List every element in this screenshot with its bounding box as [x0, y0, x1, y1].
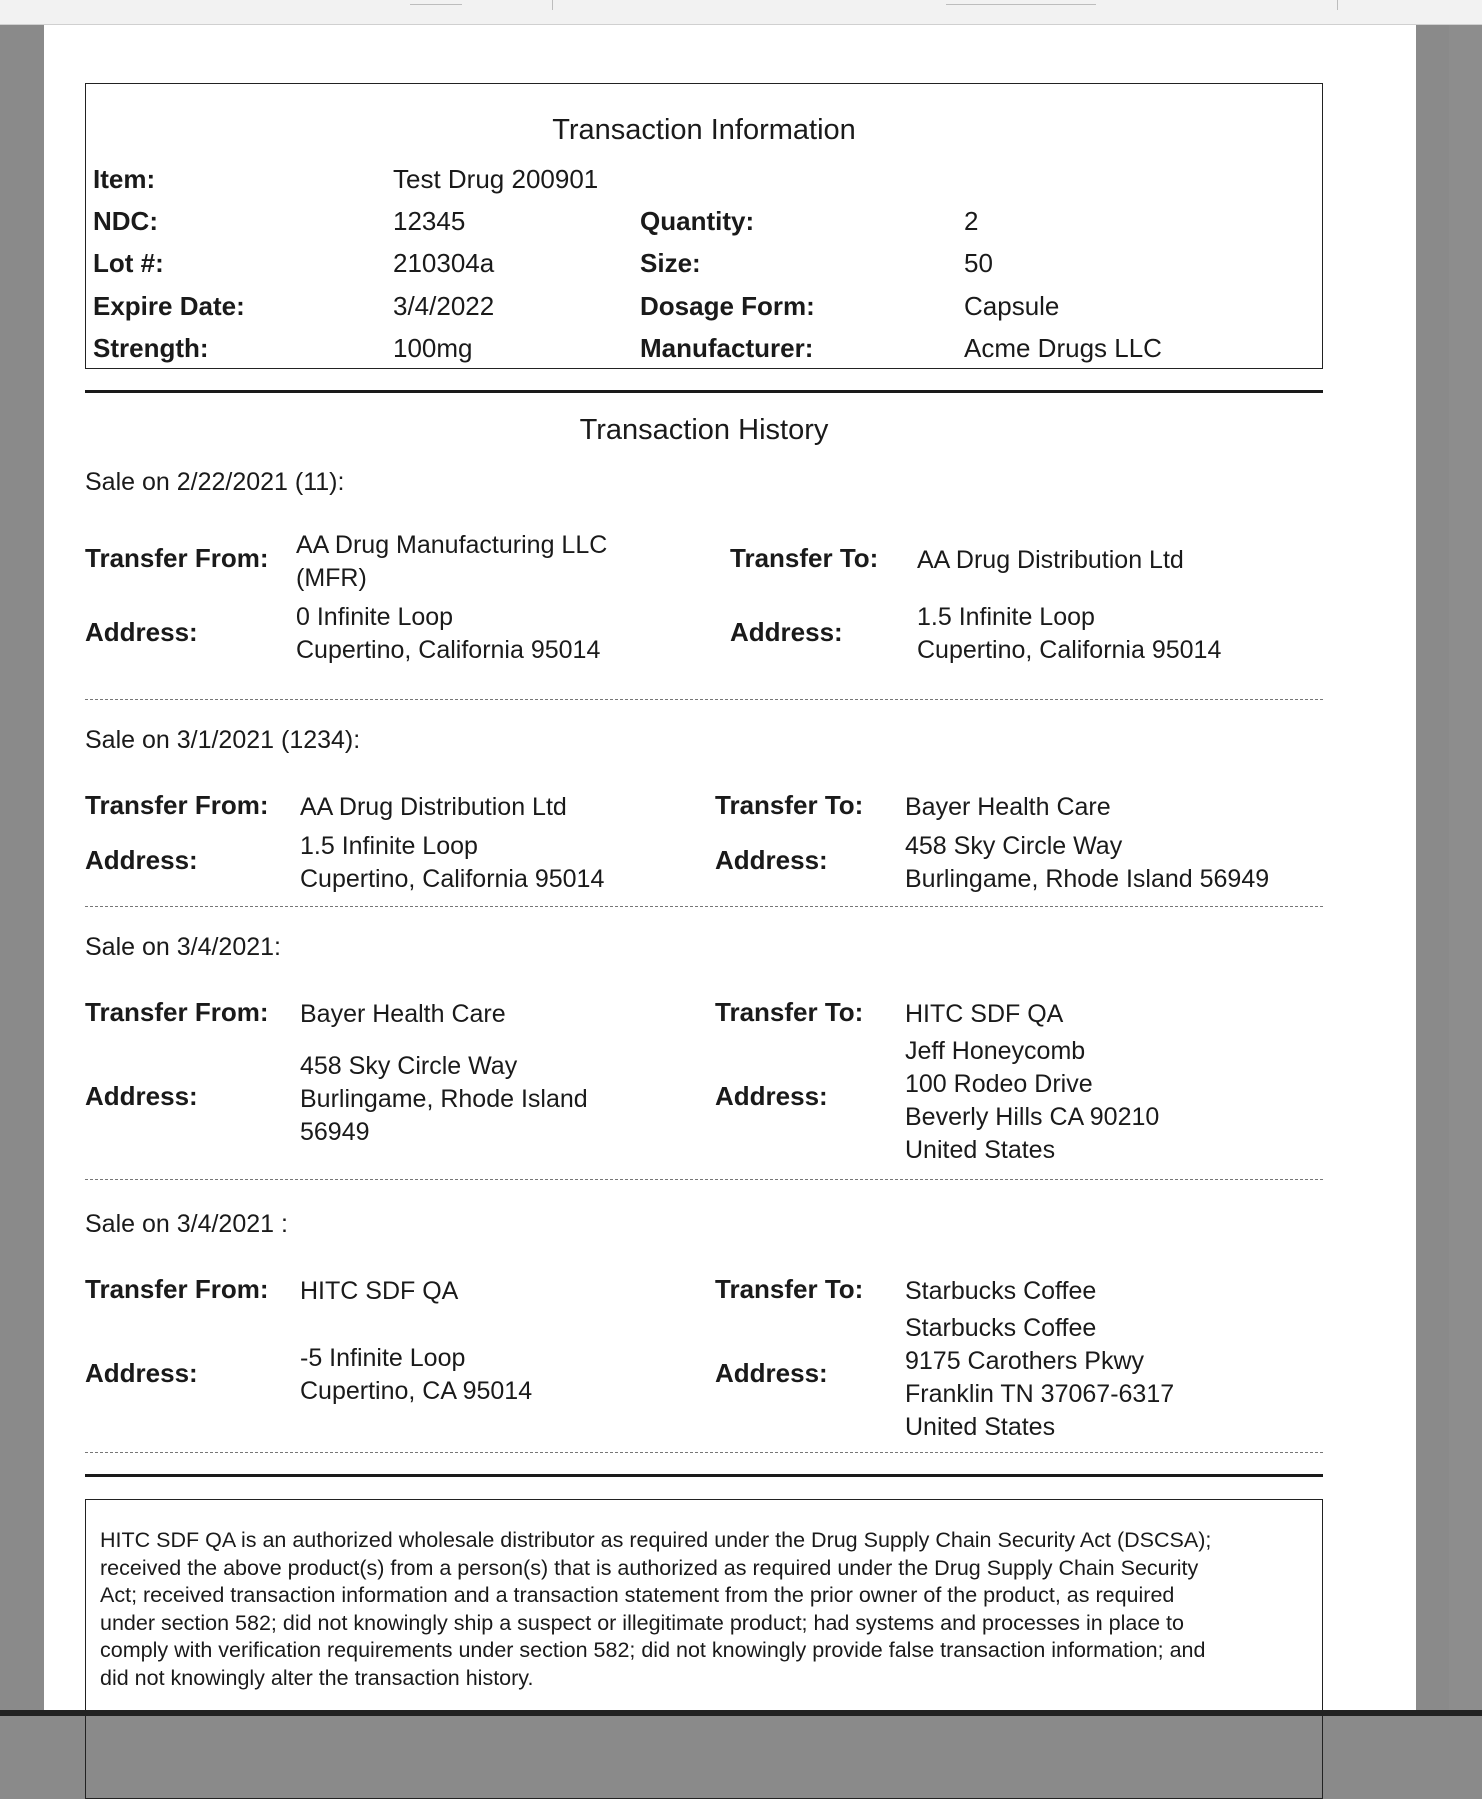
address-line: Cupertino, California 95014	[300, 865, 605, 893]
size-label: Size:	[640, 248, 701, 278]
address-line: 9175 Carothers Pkwy	[905, 1347, 1145, 1375]
statement-line: under section 582; did not knowingly ship a suspect or illegitimate product; had systems and processes in place to	[100, 1610, 1184, 1635]
sale-heading: Sale on 2/22/2021 (11):	[85, 468, 345, 496]
sale-entry	[85, 447, 1323, 700]
expire-date-label: Expire Date:	[93, 291, 245, 321]
address-label: Address:	[85, 845, 198, 875]
sale-entry	[85, 1180, 1323, 1453]
address-label: Address:	[85, 617, 198, 647]
to-address	[905, 1035, 1159, 1167]
address-label: Address:	[85, 1081, 198, 1111]
address-line: 100 Rodeo Drive	[905, 1070, 1093, 1098]
statement-line: HITC SDF QA is an authorized wholesale distributor as required under the Drug Supply Chain Security Act (DSCSA);	[100, 1528, 1212, 1552]
item-label: Item:	[93, 164, 156, 194]
to-address	[917, 601, 1221, 667]
from-line: AA Drug Distribution Ltd	[300, 793, 567, 821]
transfer-to-label: Transfer To:	[715, 997, 864, 1027]
scroll-gutter	[1449, 25, 1482, 1716]
lot-value: 210304a	[393, 248, 495, 278]
transfer-to-value	[905, 998, 1063, 1031]
ndc-label: NDC:	[93, 206, 158, 236]
transfer-from-label: Transfer From:	[85, 997, 269, 1027]
info-row-lot	[86, 248, 1322, 288]
transaction-statement-box	[85, 1499, 1323, 1799]
address-line: United States	[905, 1413, 1056, 1441]
address-line: Cupertino, California 95014	[296, 636, 601, 664]
address-line: United States	[905, 1136, 1056, 1164]
info-row-item	[86, 164, 1322, 204]
transfer-to-value	[905, 1275, 1096, 1308]
transfer-from-label: Transfer From:	[85, 1274, 269, 1304]
manufacturer-value: Acme Drugs LLC	[964, 333, 1162, 363]
strength-value: 100mg	[393, 333, 473, 363]
from-line: (MFR)	[296, 564, 367, 592]
address-label: Address:	[730, 617, 843, 647]
address-line: 458 Sky Circle Way	[300, 1052, 518, 1080]
address-line: 1.5 Infinite Loop	[917, 603, 1095, 631]
address-label: Address:	[715, 845, 828, 875]
from-line: AA Drug Manufacturing LLC	[296, 531, 608, 559]
from-address	[300, 1342, 532, 1408]
address-line: Cupertino, California 95014	[917, 636, 1222, 664]
quantity-label: Quantity:	[640, 206, 755, 236]
address-line: Jeff Honeycomb	[905, 1037, 1086, 1065]
document-content	[85, 83, 1323, 1799]
address-line: 458 Sky Circle Way	[905, 832, 1123, 860]
strength-label: Strength:	[93, 333, 209, 363]
transfer-from-value	[300, 791, 567, 824]
address-line: Starbucks Coffee	[905, 1314, 1097, 1342]
transfer-to-value	[905, 791, 1111, 824]
viewer-bottom-edge	[0, 1710, 1482, 1716]
toolbar-underline	[946, 4, 1096, 5]
to-line: Bayer Health Care	[905, 793, 1111, 821]
from-address	[296, 601, 600, 667]
toolbar-separator	[1337, 0, 1338, 10]
dosage-form-value: Capsule	[964, 291, 1060, 321]
address-label: Address:	[85, 1358, 198, 1388]
transfer-to-value	[917, 544, 1184, 577]
transaction-information-box	[85, 83, 1323, 369]
to-line: Starbucks Coffee	[905, 1277, 1097, 1305]
from-address	[300, 1050, 588, 1149]
expire-date-value: 3/4/2022	[393, 291, 495, 321]
address-line: Beverly Hills CA 90210	[905, 1103, 1160, 1131]
address-line: 1.5 Infinite Loop	[300, 832, 478, 860]
transfer-to-label: Transfer To:	[715, 1274, 864, 1304]
ndc-value: 12345	[393, 206, 466, 236]
quantity-value: 2	[964, 206, 979, 236]
section-divider	[85, 1474, 1323, 1477]
to-line: HITC SDF QA	[905, 1000, 1064, 1028]
sale-entry	[85, 700, 1323, 907]
transaction-information-title: Transaction Information	[552, 114, 856, 146]
toolbar-separator	[552, 0, 553, 10]
from-line: HITC SDF QA	[300, 1277, 459, 1305]
viewer-toolbar	[0, 0, 1482, 25]
lot-label: Lot #:	[93, 248, 164, 278]
transaction-history-title: Transaction History	[579, 414, 829, 446]
transfer-from-label: Transfer From:	[85, 543, 269, 573]
address-line: -5 Infinite Loop	[300, 1344, 466, 1372]
size-value: 50	[964, 248, 993, 278]
address-label: Address:	[715, 1358, 828, 1388]
item-value: Test Drug 200901	[393, 164, 599, 194]
to-address	[905, 830, 1269, 896]
address-line: Burlingame, Rhode Island	[300, 1085, 588, 1113]
transfer-from-label: Transfer From:	[85, 790, 269, 820]
transfer-to-label: Transfer To:	[730, 543, 879, 573]
address-line: Burlingame, Rhode Island 56949	[905, 865, 1270, 893]
from-address	[300, 830, 604, 896]
sale-heading: Sale on 3/1/2021 (1234):	[85, 726, 361, 754]
address-line: 0 Infinite Loop	[296, 603, 454, 631]
transfer-from-value	[300, 998, 506, 1031]
sale-entry	[85, 907, 1323, 1180]
to-address	[905, 1312, 1174, 1444]
statement-line: Act; received transaction information and a transaction statement from the prior owner of the product, as required	[100, 1583, 1175, 1608]
info-row-expire	[86, 291, 1322, 331]
dosage-form-label: Dosage Form:	[640, 291, 815, 321]
sale-heading: Sale on 3/4/2021:	[85, 933, 281, 961]
toolbar-underline	[410, 4, 462, 5]
from-line: Bayer Health Care	[300, 1000, 506, 1028]
statement-line: received the above product(s) from a person(s) that is authorized as required under the Drug Supply Chain Security	[100, 1555, 1199, 1580]
to-line: AA Drug Distribution Ltd	[917, 546, 1184, 574]
manufacturer-label: Manufacturer:	[640, 333, 814, 363]
transfer-from-value	[300, 1275, 458, 1308]
address-line: Franklin TN 37067-6317	[905, 1380, 1175, 1408]
statement-line: did not knowingly alter the transaction history.	[100, 1665, 534, 1690]
address-label: Address:	[715, 1081, 828, 1111]
statement-line: comply with verification requirements under section 582; did not knowingly provide false transaction information; and	[100, 1638, 1206, 1663]
transfer-from-value	[296, 529, 607, 595]
transfer-to-label: Transfer To:	[715, 790, 864, 820]
info-row-ndc	[86, 206, 1322, 246]
section-divider	[85, 390, 1323, 393]
address-line: 56949	[300, 1118, 370, 1146]
sale-heading: Sale on 3/4/2021 :	[85, 1210, 288, 1238]
address-line: Cupertino, CA 95014	[300, 1377, 533, 1405]
info-row-strength	[86, 333, 1322, 373]
